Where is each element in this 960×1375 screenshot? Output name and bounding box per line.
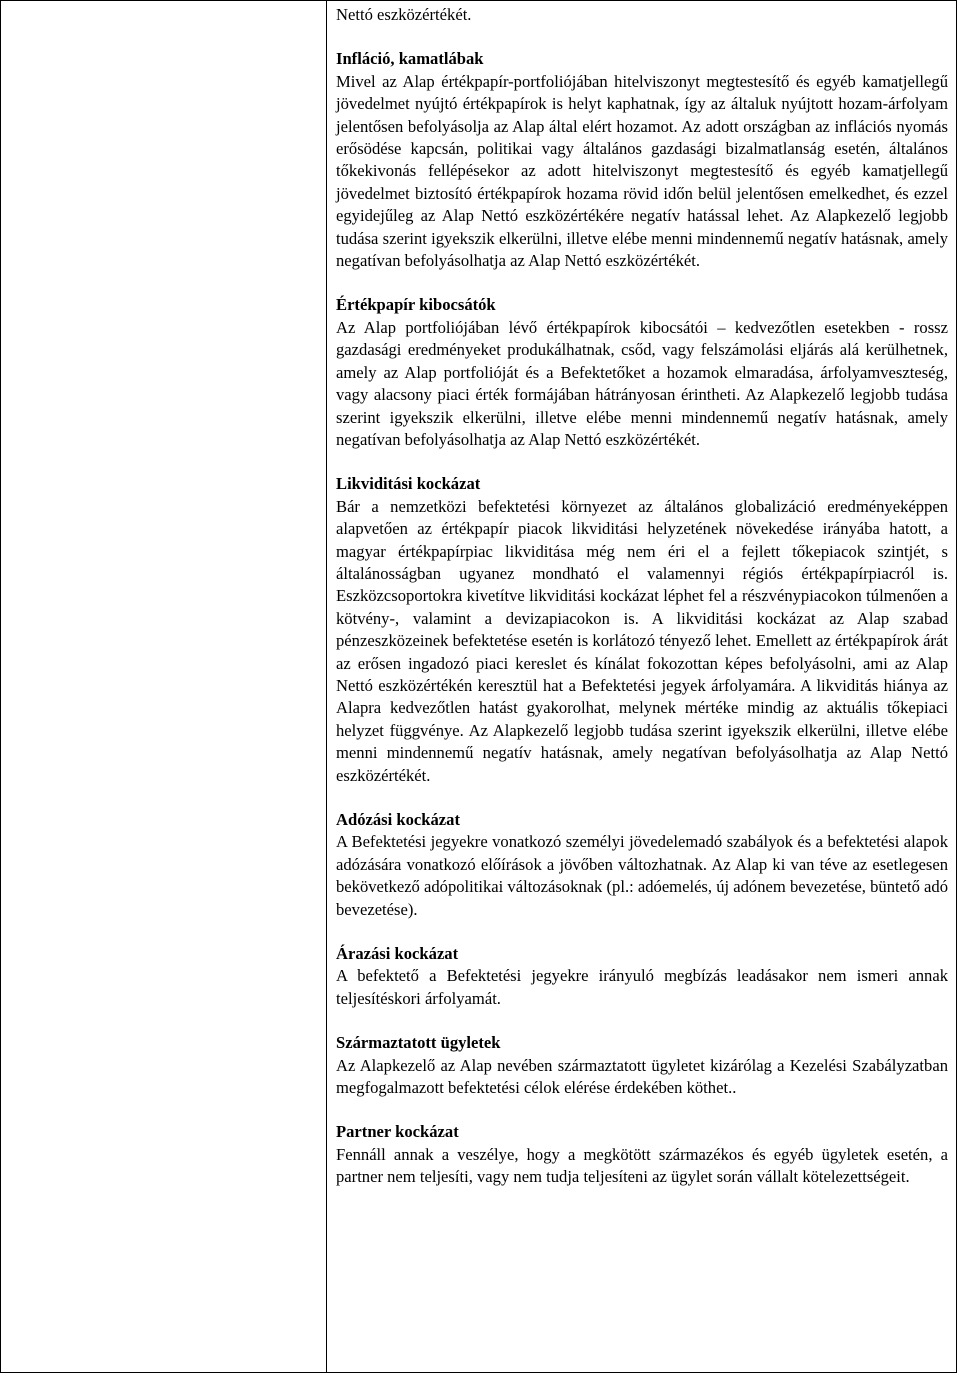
- section-body: Fennáll annak a veszélye, hogy a megkötött származékos és egyéb ügyletek esetén, a partner nem teljesíti, vagy nem tudja teljesíteni az ügylet során vállalt kötelezettségeit.: [336, 1144, 948, 1187]
- section-title: Árazási kockázat: [336, 944, 459, 964]
- section-issuers: [336, 294, 948, 451]
- section-title: Likviditási kockázat: [336, 474, 481, 494]
- left-column-cell: [0, 0, 327, 1373]
- section-title: Származtatott ügyletek: [336, 1033, 501, 1053]
- section-liquidity: [336, 473, 948, 787]
- intro-text: Nettó eszközértékét.: [336, 5, 472, 24]
- section-counterparty: [336, 1121, 948, 1188]
- section-pricing: [336, 943, 948, 1010]
- section-body: Mivel az Alap értékpapír-portfoliójában hitelviszonyt megtestesítő és egyéb kamatjellegű jövedelmet nyújtó értékpapírok is helyt kaphatnak, így az általuk nyújtott hozam-árfolyam jelentősen befolyásolja az Alap által elért hozamot. Az adott országban az inflációs nyomás erősödése kapcsán, politikai vagy általános gazdasági bizalmatlanság esetén, általános tőkekivonás fellépésekor az adott hitelviszonyt megtestesítő és egyéb kamatjellegű jövedelmet biztosító értékpapírok hozama rövid időn belül jelentősen emelkedhet, és ezzel egyidejűleg az Alap Nettó eszközértékére negatív hatással lehet. Az Alapkezelő legjobb tudása szerint igyekszik elkerülni, illetve elébe menni mindennemű negatív hatásnak, amely negatívan befolyásolhatja az Alap Nettó eszközértékét.: [336, 71, 948, 271]
- section-tax: [336, 809, 948, 921]
- document-content: [336, 4, 948, 1211]
- section-title: Partner kockázat: [336, 1122, 459, 1142]
- section-body: A Befektetési jegyekre vonatkozó személyi jövedelemadó szabályok és a befektetési alapok adózására vonatkozó előírások a jövőben változhatnak. Az Alap ki van téve az esetlegesen bekövetkező adópolitikai változásoknak (pl.: adóemelés, új adónem bevezetése, büntető adó bevezetése).: [336, 832, 948, 919]
- section-body: Bár a nemzetközi befektetési környezet az általános globalizáció eredményeképpen alapvetően az értékpapír piacok likviditási helyzetének növekedése irányába hatott, a magyar értékpapírpiac likviditása még nem éri el a fejlett tőkepiacok szintjét, s általánosságban ugyanez mondható el valamennyi régiós értékpapírpiacról is. Eszközcsoportokra kivetítve likviditási kockázat léphet fel a részvénypiacokon túlmenően a kötvény-, valamint a devizapiacokon is. A likviditási kockázat az Alap szabad pénzeszközeinek befektetése esetén is korlátozó tényező lehet. Emellett az értékpapírok árát az erősen ingadozó piaci kereslet és kínálat fokozottan képes befolyásolni, ami az Alap Nettó eszközértékén keresztül hat a Befektetési jegyek árfolyamára. A likviditás hiánya az Alapra kedvezőtlen hatást gyakorolhat, melynek mértéke mindig az aktuális tőkepiaci helyzet függvénye. Az Alapkezelő legjobb tudása szerint igyekszik elkerülni, illetve elébe menni mindennemű negatív hatásnak, amely negatívan befolyásolhatja az Alap Nettó eszközértékét.: [336, 496, 948, 785]
- section-title: Infláció, kamatlábak: [336, 49, 484, 69]
- section-body: Az Alap portfoliójában lévő értékpapírok kibocsátói – kedvezőtlen esetekben - rossz gazdasági eredményeket produkálhatnak, csőd, vagy felszámolási eljárás alá kerülhetnek, amely az Alap portfolióját és a Befektetőket a hozamok elmaradása, árfolyamveszteség, vagy alacsony piaci érték formájában hátrányosan érintheti. Az Alapkezelő legjobb tudása szerint igyekszik elkerülni, illetve elébe menni mindennemű negatív hatásnak, amely negatívan befolyásolhatja az Alap Nettó eszközértékét.: [336, 317, 948, 449]
- section-title: Adózási kockázat: [336, 810, 460, 829]
- section-body: A befektető a Befektetési jegyekre irányuló megbízás leadásakor nem ismeri annak teljesítéskori árfolyamát.: [336, 966, 948, 1008]
- section-inflation: [336, 48, 948, 272]
- section-body: Az Alapkezelő az Alap nevében származtatott ügyletet kizárólag a Kezelési Szabályzatban megfogalmazott befektetési célok elérése érdekében köthet..: [336, 1055, 948, 1098]
- section-title: Értékpapír kibocsátók: [336, 295, 496, 315]
- section-derivatives: [336, 1032, 948, 1099]
